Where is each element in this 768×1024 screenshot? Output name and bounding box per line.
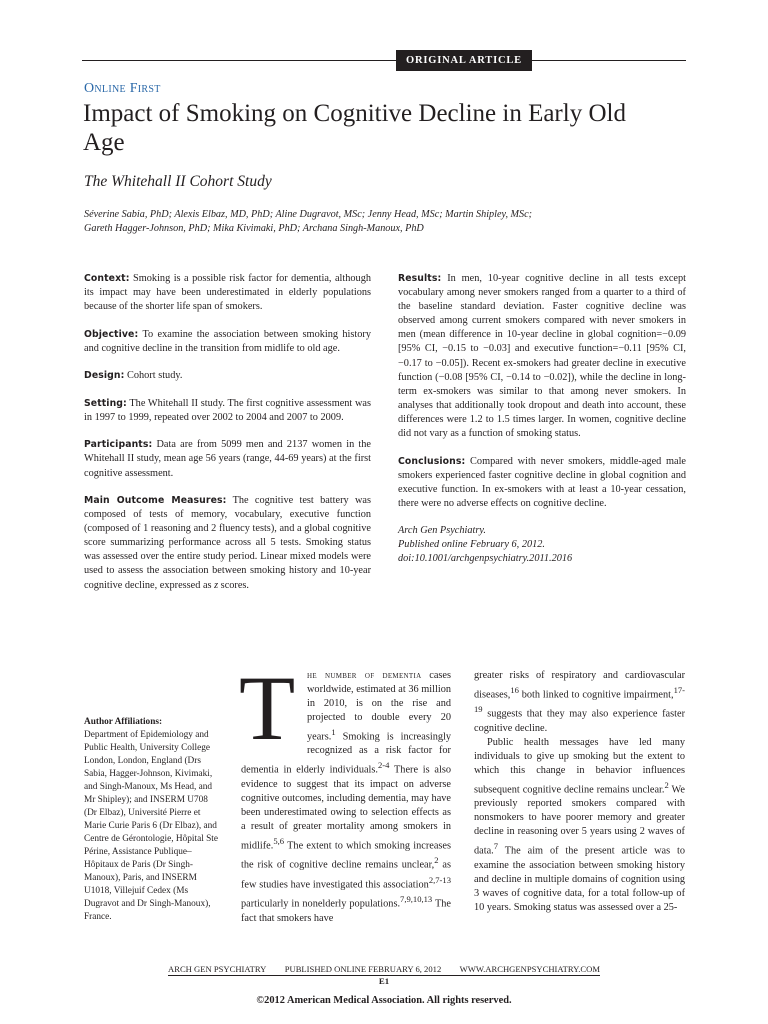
abstract-design	[84, 369, 371, 383]
abstract-text: scores.	[218, 579, 249, 591]
copyright-notice: ©2012 American Medical Association. All rights reserved.	[256, 995, 512, 1006]
section-label: ORIGINAL ARTICLE	[396, 50, 532, 71]
reference-superscript[interactable]: 2,7-13	[428, 874, 451, 885]
abstract-results	[398, 272, 686, 441]
author-affiliations	[84, 716, 220, 924]
online-first-label: Online First	[84, 81, 161, 96]
abstract-participants	[84, 438, 371, 480]
body-paragraph	[474, 736, 685, 915]
body-paragraph	[474, 669, 685, 736]
z-symbol: z	[214, 579, 219, 591]
body-text: suggests that they may also experience faster cognitive decline.	[474, 708, 685, 734]
reference-superscript[interactable]: 2-4	[377, 760, 390, 771]
footer-journal: ARCH GEN PSYCHIATRY	[168, 964, 267, 974]
footer-published: PUBLISHED ONLINE FEBRUARY 6, 2012	[284, 964, 442, 974]
author-line-1: Séverine Sabia, PhD; Alexis Elbaz, MD, PhD; Aline Dugravot, MSc; Jenny Head, MSc; Martin Shipley, MSc;	[84, 209, 533, 220]
reference-superscript[interactable]: 2	[434, 855, 439, 866]
body-column-1	[239, 657, 451, 926]
body-text: greater risks of respiratory and cardiovascular diseases,	[474, 670, 685, 701]
section-banner	[82, 50, 686, 71]
abstract-context	[84, 272, 371, 314]
abstract-heading: Setting:	[84, 397, 127, 409]
page-footer	[168, 964, 600, 974]
abstract-text: To examine the association between smoking history and cognitive decline in the transition from midlife to old age.	[84, 328, 371, 354]
body-text: We previously reported smokers compared with nonsmokers to have poorer memory and greater decline in reasoning over 5 years using 2 waves of data.	[474, 784, 686, 857]
lead-small-caps: he number of dementia	[307, 670, 422, 681]
reference-superscript[interactable]: 7,9,10,13	[400, 894, 433, 905]
reference-superscript[interactable]: 5,6	[273, 835, 285, 846]
abstract-conclusions	[398, 455, 686, 511]
abstract-heading: Design:	[84, 370, 125, 382]
abstract-heading: Results:	[398, 273, 442, 284]
affiliations-text: Department of Epidemiology and Public Health, University College London, London, England (Drs Sabia, Hagger-Johnson, Kivimaki, and Singh-Manoux, Ms Head, and Mr Shipley); and INSERM U708 (Dr Elbaz), Université Pierre et Marie Curie Paris 6 (Dr Elbaz), and Centre de Gérontologie, Hôpital Ste Périne, Assistance Publique–Hôpitaux de Paris (Dr Singh-Manoux), Paris, and INSERM U1018, Villejuif Cedex (Ms Dugravot and Dr Singh-Manoux), France.	[84, 730, 218, 922]
body-text: The fact that smokers have	[241, 898, 451, 924]
citation-journal: Arch Gen Psychiatry.	[398, 525, 486, 537]
abstract-text: Cohort study.	[127, 370, 183, 382]
body-text: both linked to cognitive impairment,	[518, 689, 674, 701]
drop-cap: T	[239, 657, 296, 759]
body-column-2	[474, 669, 685, 915]
body-text: particularly in nonelderly populations.	[241, 898, 401, 910]
footer-website[interactable]: WWW.ARCHGENPSYCHIATRY.COM	[459, 964, 600, 974]
abstract-text: Smoking is a possible risk factor for dementia, although its impact may have been underestimated in elderly populations because of the shorter life span of smokers.	[84, 273, 372, 313]
citation-published: Published online February 6, 2012.	[398, 539, 545, 551]
author-list	[84, 208, 644, 236]
abstract-heading: Objective:	[84, 328, 139, 340]
abstract-left-column	[84, 272, 371, 606]
citation-doi[interactable]: doi:10.1001/archgenpsychiatry.2011.2016	[398, 553, 573, 565]
abstract-text: Data are from 5099 men and 2137 women in the Whitehall II study, mean age 56 years (range, 44-69 years) at the first cognitive assessment.	[84, 439, 371, 479]
body-text: There is also evidence to suggest that its impact on adverse cognitive outcomes, including dementia, may have been underestimated owing to selection effects as a result of greater mortality among smokers in midlife.	[241, 764, 451, 852]
article-title: Impact of Smoking on Cognitive Decline in Early Old Age	[83, 100, 626, 156]
page-number: E1	[378, 976, 390, 986]
abstract-text: The cognitive test battery was composed of tests of memory, vocabulary, executive function (composed of 1 reasoning and 2 fluency tests), and a global cognitive score summarizing performance across all 5 tests. Smoking status was assessed over the entire study period. Linear mixed models were used to assess the association between smoking history and 10-year cognitive decline, expressed as	[84, 494, 371, 591]
abstract-text: In men, 10-year cognitive decline in all tests except vocabulary among never smokers ranged from a quarter to a third of the baseline standard deviation. Faster cognitive decline was observed among current smokers compared with never smokers in men (mean difference in 10-year decline in global cognition=−0.09 [95% CI, −0.15 to −0.03] and executive function=−0.11 [95% CI, −0.17 to −0.05]). Recent ex-smokers had greater decline in executive function (−0.08 [95% CI, −0.14 to −0.02]), while the decline in long-term ex-smokers was similar to that among never smokers. In analyses that additionally took dropout and death into account, these differences were 1.2 to 1.5 times larger. In women, cognitive decline did not vary as a function of smoking status.	[398, 273, 686, 440]
abstract-outcome-measures	[84, 494, 371, 593]
article-subtitle: The Whitehall II Cohort Study	[84, 173, 272, 190]
abstract-heading: Participants:	[84, 439, 153, 451]
abstract-text: The Whitehall II study. The first cognitive assessment was in 1997 to 1999, repeated over 2002 to 2004 and 2007 to 2009.	[84, 397, 371, 423]
abstract-text: Compared with never smokers, middle-aged male smokers experienced faster cognitive decline in global cognition and executive function. In ex-smokers with at least a 10-year cessation, there were no adverse effects on cognitive decline.	[398, 455, 687, 509]
reference-superscript[interactable]: 16	[510, 685, 519, 695]
reference-superscript[interactable]: 17-19	[474, 685, 685, 715]
affiliations-heading: Author Affiliations:	[84, 717, 163, 727]
reference-superscript[interactable]: 1	[331, 727, 336, 737]
section-rule	[82, 60, 686, 61]
body-text: Public health messages have led many individuals to give up smoking but the extent to which this change in behavior influences subsequent cognitive decline remains unclear.	[474, 736, 685, 796]
abstract-right-column	[398, 272, 686, 567]
abstract-heading: Context:	[84, 273, 130, 284]
abstract-setting	[84, 397, 371, 425]
body-text: cases worldwide, estimated at 36 million in 2010, is on the rise and projected to double every 20 years.	[307, 670, 451, 743]
abstract-heading: Conclusions:	[398, 455, 466, 467]
abstract-objective	[84, 328, 371, 356]
reference-superscript[interactable]: 2	[664, 779, 669, 790]
reference-superscript[interactable]: 7	[493, 841, 499, 852]
body-text: The aim of the present article was to examine the association between smoking history and decline in multiple domains of cognition using 3 waves of cognitive data, for a total follow-up of 10 years. Smoking status was assessed over a 25-	[474, 845, 685, 913]
body-text: The extent to which smoking increases the risk of cognitive decline remains unclear,	[241, 840, 451, 871]
body-text: as few studies have investigated this association	[241, 859, 451, 891]
author-line-2: Gareth Hagger-Johnson, PhD; Mika Kivimaki, PhD; Archana Singh-Manoux, PhD	[84, 223, 424, 234]
abstract-heading: Main Outcome Measures:	[84, 494, 227, 506]
body-text: Smoking is increasingly recognized as a risk factor for dementia in elderly individuals.	[241, 731, 451, 776]
citation-block	[398, 524, 686, 566]
